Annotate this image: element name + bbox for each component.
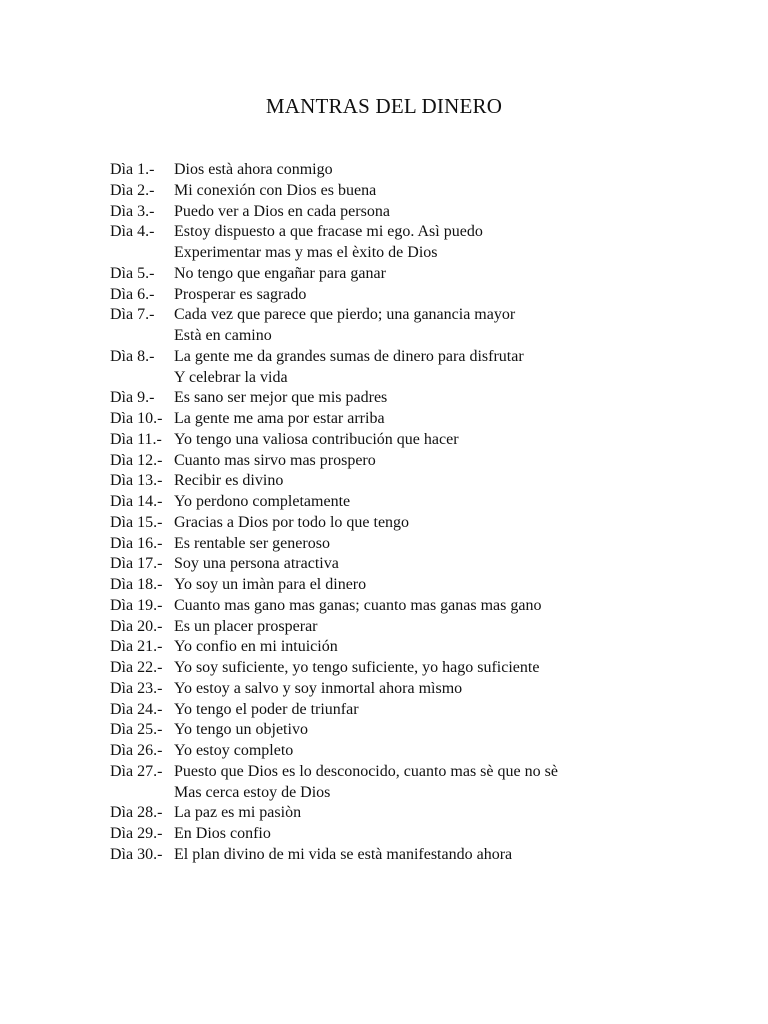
mantra-line: Cuanto mas sirvo mas prospero xyxy=(174,451,376,469)
day-label: Dìa 30.- xyxy=(110,845,163,863)
day-label: Dìa 6.- xyxy=(110,285,155,303)
mantra-line: Està en camino xyxy=(174,327,272,344)
mantra-entry xyxy=(110,741,670,762)
day-label: Dìa 26.- xyxy=(110,742,163,759)
mantra-text xyxy=(174,679,670,700)
day-label: Dìa 27.- xyxy=(110,762,163,780)
mantra-line: Yo confio en mi intuición xyxy=(174,638,338,656)
mantra-entry xyxy=(110,617,670,638)
mantra-line: Dios està ahora conmigo xyxy=(174,161,333,178)
mantra-text xyxy=(174,700,670,721)
day-label: Dìa 13.- xyxy=(110,472,163,490)
mantra-text xyxy=(174,492,670,513)
mantra-entry xyxy=(110,637,670,658)
mantra-entry xyxy=(110,471,670,492)
mantra-entry xyxy=(110,305,670,347)
mantra-entry xyxy=(110,264,670,285)
mantra-text xyxy=(174,285,670,306)
day-label: Dìa 5.- xyxy=(110,264,155,282)
day-label: Dìa 21.- xyxy=(110,638,163,656)
mantra-entry xyxy=(110,513,670,534)
mantra-text xyxy=(174,617,670,638)
mantra-entry xyxy=(110,700,670,721)
mantra-entry xyxy=(110,409,670,430)
mantra-entry xyxy=(110,554,670,575)
mantra-line: Es rentable ser generoso xyxy=(174,534,330,552)
day-label: Dìa 18.- xyxy=(110,576,163,593)
mantra-text xyxy=(174,575,670,596)
day-label: Dìa 7.- xyxy=(110,306,155,324)
day-label: Dìa 24.- xyxy=(110,700,163,718)
mantra-text xyxy=(174,451,670,472)
mantra-entry xyxy=(110,534,670,555)
day-label: Dìa 4.- xyxy=(110,223,155,241)
mantra-text xyxy=(174,305,670,347)
mantra-entry xyxy=(110,575,670,596)
mantra-entry xyxy=(110,679,670,700)
mantra-line: Es sano ser mejor que mis padres xyxy=(174,389,388,407)
mantra-line: Gracias a Dios por todo lo que tengo xyxy=(174,513,410,531)
mantra-text xyxy=(174,824,670,845)
mantra-text xyxy=(174,554,670,575)
day-label: Dìa 10.- xyxy=(110,410,163,427)
mantra-line: La paz es mi pasiòn xyxy=(174,804,302,822)
mantra-text xyxy=(174,762,670,804)
mantra-line: Puesto que Dios es lo desconocido, cuanto mas sè que no sè xyxy=(174,762,558,780)
mantra-line: Estoy dispuesto a que fracase mi ego. Asì puedo xyxy=(174,223,483,241)
mantra-entry xyxy=(110,803,670,824)
mantra-entry xyxy=(110,181,670,202)
mantra-text xyxy=(174,202,670,223)
day-label: Dìa 14.- xyxy=(110,493,163,510)
day-label: Dìa 20.- xyxy=(110,617,163,635)
mantra-text xyxy=(174,264,670,285)
mantra-entry xyxy=(110,824,670,845)
day-label: Dìa 17.- xyxy=(110,555,163,573)
page-title: MANTRAS DEL DINERO xyxy=(265,94,503,118)
mantra-list xyxy=(110,160,670,866)
mantra-entry xyxy=(110,430,670,451)
mantra-line: Cuanto mas gano mas ganas; cuanto mas ganas mas gano xyxy=(174,596,542,614)
mantra-entry xyxy=(110,492,670,513)
mantra-line: El plan divino de mi vida se està manifestando ahora xyxy=(174,845,513,863)
mantra-text xyxy=(174,596,670,617)
mantra-entry xyxy=(110,762,670,804)
day-label: Dìa 12.- xyxy=(110,451,163,469)
day-label: Dìa 11.- xyxy=(110,430,162,448)
mantra-text xyxy=(174,181,670,202)
mantra-text xyxy=(174,720,670,741)
day-label: Dìa 2.- xyxy=(110,181,155,199)
mantra-text xyxy=(174,658,670,679)
mantra-line: Yo estoy a salvo y soy inmortal ahora mìsmo xyxy=(174,679,463,697)
mantra-entry xyxy=(110,285,670,306)
mantra-text xyxy=(174,534,670,555)
mantra-line: La gente me ama por estar arriba xyxy=(174,410,385,427)
mantra-entry xyxy=(110,596,670,617)
day-label: Dìa 3.- xyxy=(110,202,155,220)
mantra-line: Yo estoy completo xyxy=(174,742,294,759)
mantra-line: La gente me da grandes sumas de dinero para disfrutar xyxy=(174,347,524,365)
mantra-entry xyxy=(110,388,670,409)
day-label: Dìa 16.- xyxy=(110,534,163,552)
mantra-text xyxy=(174,741,670,762)
mantra-text xyxy=(174,347,670,389)
day-label: Dìa 28.- xyxy=(110,804,163,822)
mantra-entry xyxy=(110,222,670,264)
mantra-text xyxy=(174,388,670,409)
mantra-entry xyxy=(110,720,670,741)
mantra-line: Yo perdono completamente xyxy=(174,493,351,510)
mantra-line: Mi conexión con Dios es buena xyxy=(174,181,377,199)
mantra-text xyxy=(174,409,670,430)
mantra-line: No tengo que engañar para ganar xyxy=(174,264,386,282)
day-label: Dìa 22.- xyxy=(110,659,163,676)
mantra-line: Yo tengo el poder de triunfar xyxy=(174,700,359,718)
mantra-entry xyxy=(110,451,670,472)
mantra-entry xyxy=(110,347,670,389)
day-label: Dìa 19.- xyxy=(110,596,163,614)
mantra-line: Yo tengo una valiosa contribución que hacer xyxy=(174,430,459,448)
mantra-text xyxy=(174,845,670,866)
mantra-line: Experimentar mas y mas el èxito de Dios xyxy=(174,244,438,261)
mantra-line: En Dios confio xyxy=(174,825,271,842)
day-label: Dìa 1.- xyxy=(110,161,155,178)
mantra-line: Es un placer prosperar xyxy=(174,617,318,635)
mantra-entry xyxy=(110,160,670,181)
mantra-entry xyxy=(110,845,670,866)
mantra-text xyxy=(174,160,670,181)
mantra-line: Yo soy suficiente, yo tengo suficiente, yo hago suficiente xyxy=(174,659,540,676)
mantra-line: Yo soy un imàn para el dinero xyxy=(174,576,367,593)
day-label: Dìa 15.- xyxy=(110,513,163,531)
mantra-entry xyxy=(110,202,670,223)
mantra-entry xyxy=(110,658,670,679)
mantra-line: Puedo ver a Dios en cada persona xyxy=(174,202,390,220)
day-label: Dìa 25.- xyxy=(110,721,163,739)
day-label: Dìa 9.- xyxy=(110,389,155,407)
day-label: Dìa 23.- xyxy=(110,679,163,697)
mantra-text xyxy=(174,471,670,492)
mantra-line: Prosperar es sagrado xyxy=(174,285,307,303)
mantra-text xyxy=(174,637,670,658)
mantra-text xyxy=(174,513,670,534)
mantra-text xyxy=(174,430,670,451)
day-label: Dìa 29.- xyxy=(110,825,163,842)
mantra-text xyxy=(174,803,670,824)
mantra-line: Soy una persona atractiva xyxy=(174,555,339,573)
mantra-line: Yo tengo un objetivo xyxy=(174,721,308,739)
mantra-line: Mas cerca estoy de Dios xyxy=(174,783,331,801)
mantra-line: Recibir es divino xyxy=(174,472,284,490)
mantra-text xyxy=(174,222,670,264)
day-label: Dìa 8.- xyxy=(110,347,155,365)
mantra-line: Y celebrar la vida xyxy=(174,368,288,386)
mantra-line: Cada vez que parece que pierdo; una ganancia mayor xyxy=(174,306,516,324)
